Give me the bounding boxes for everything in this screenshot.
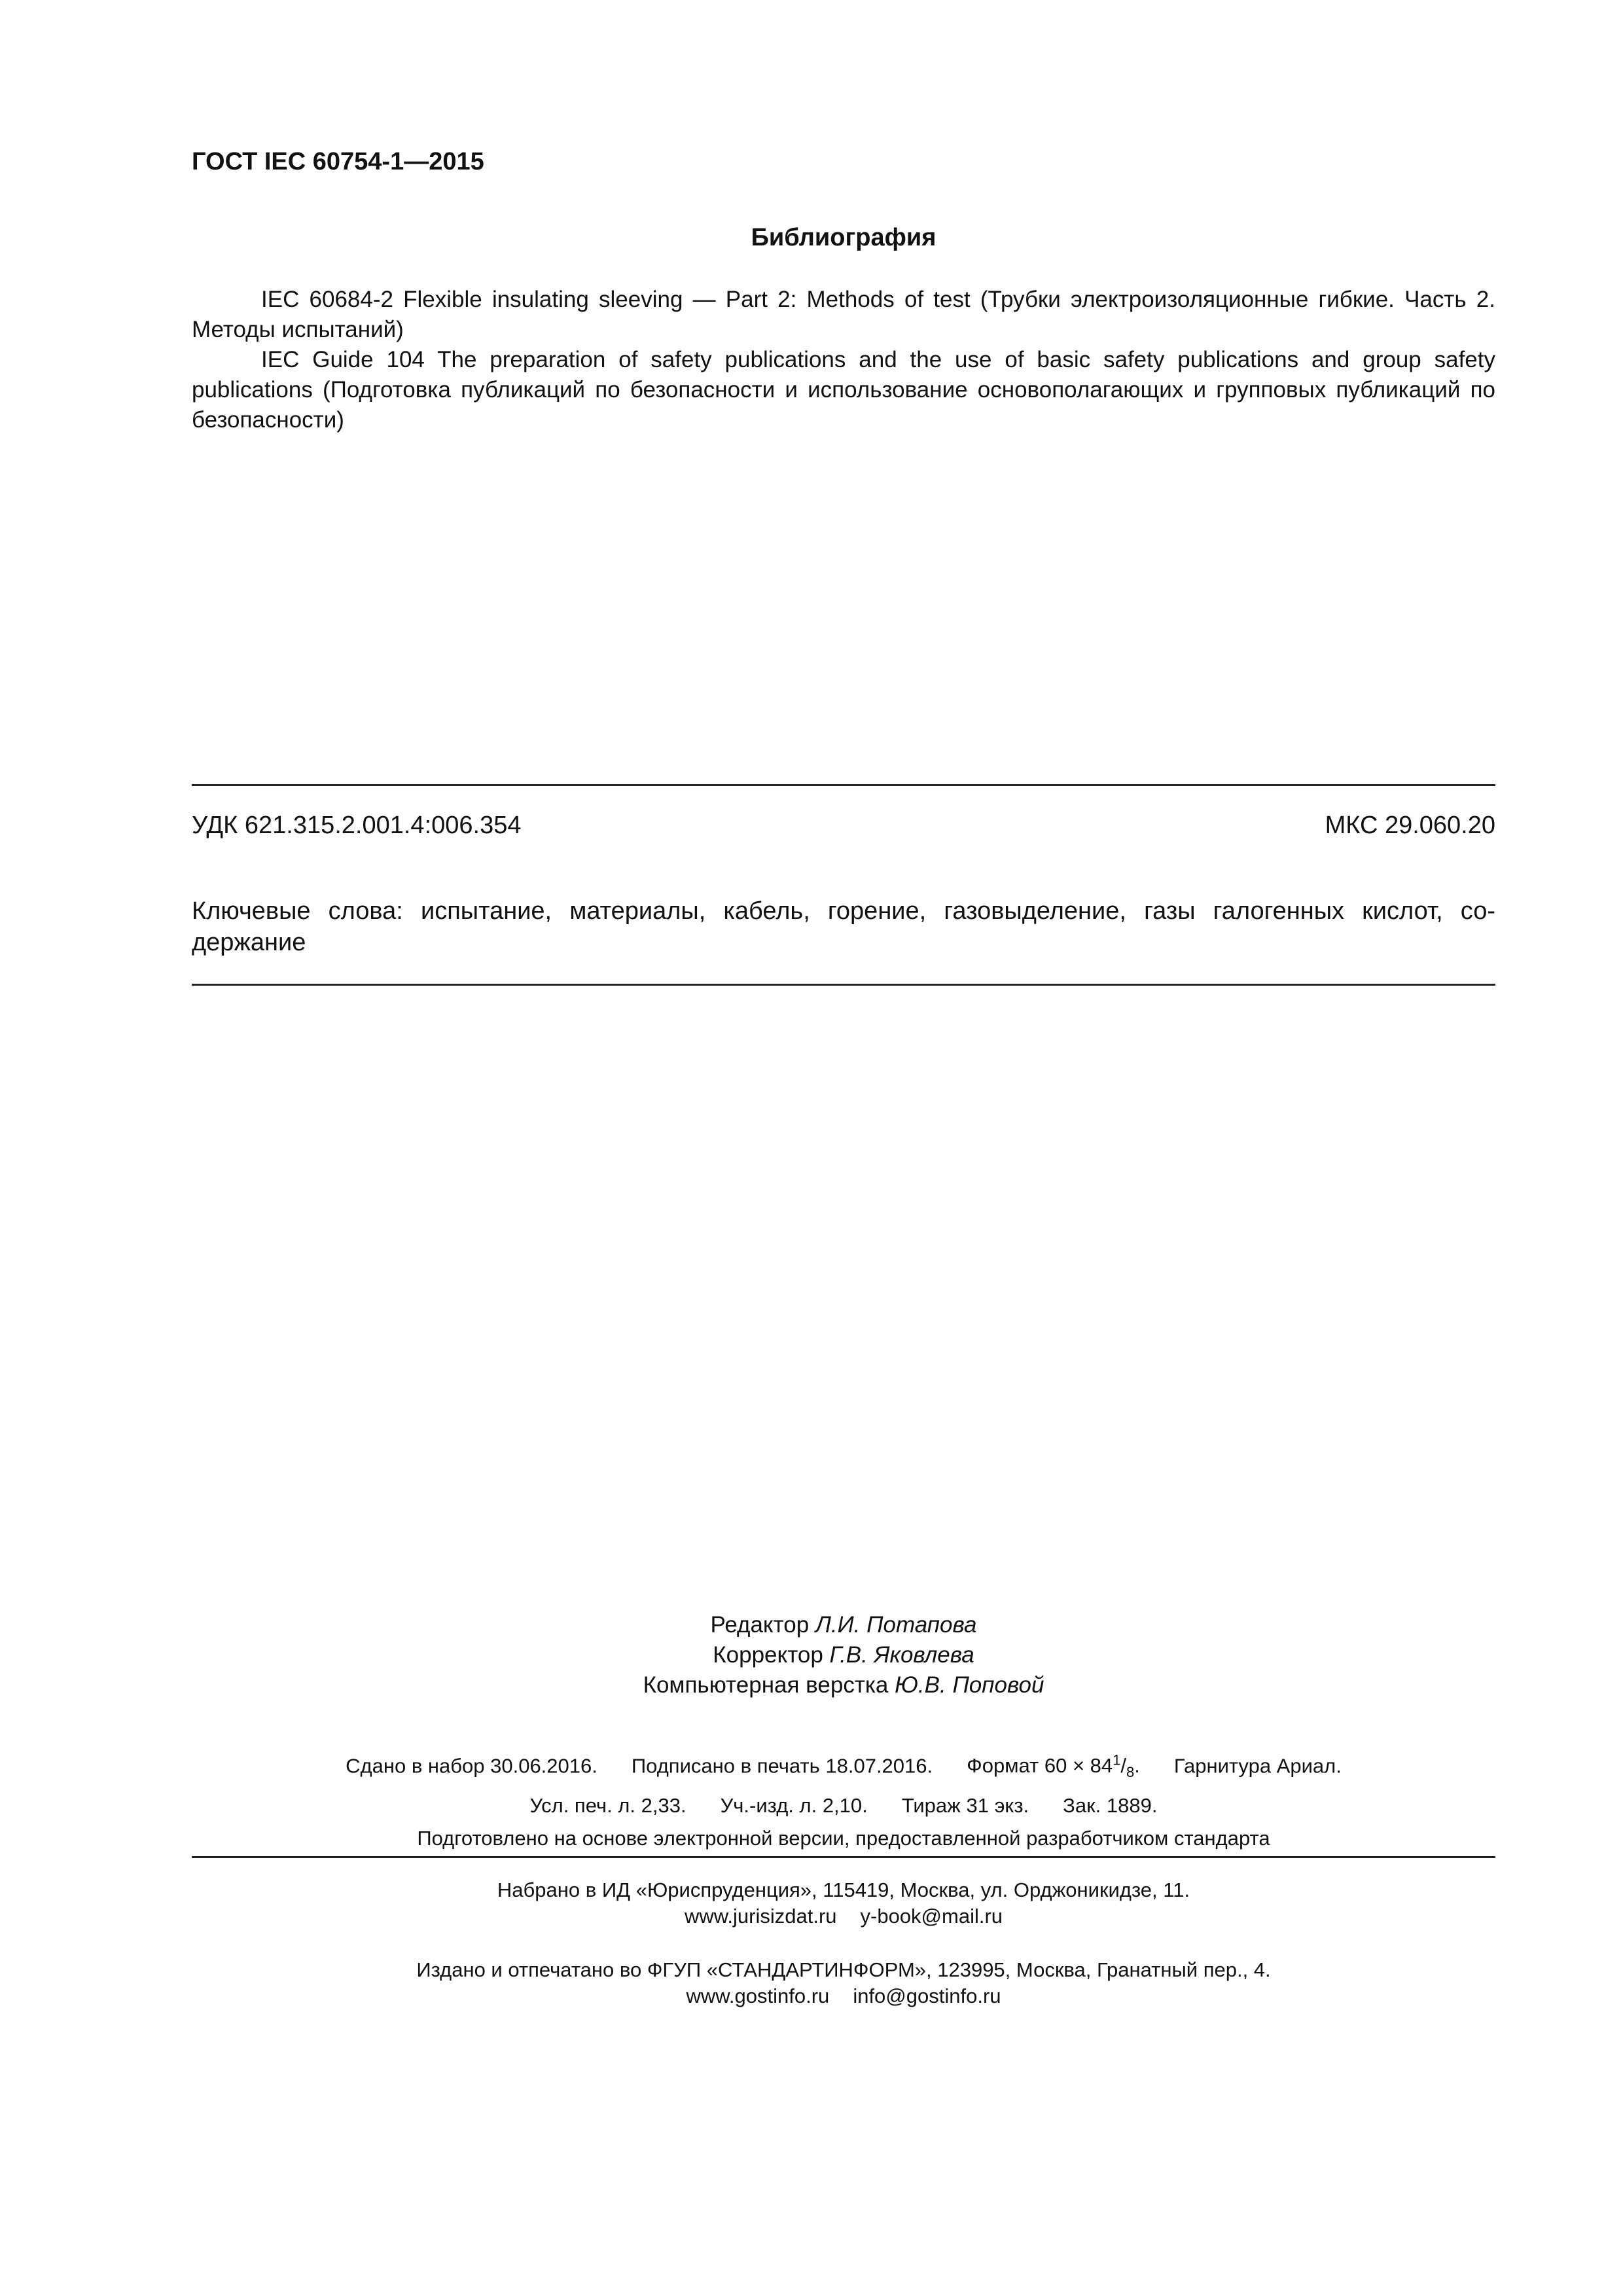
imprint-line-1 <box>192 1744 1495 1789</box>
layout-label: Компьютерная верстка <box>643 1672 889 1698</box>
typesetter-block <box>192 1877 1495 1929</box>
bibliography-item: IEC Guide 104 The preparation of safety publications and the use of basic safety publications and group safety publications (Подготовка публикаций по безопасности и использование основополагающих и групповых публикаций по безопасности) <box>192 347 1495 433</box>
imprint-line-2 <box>192 1789 1495 1822</box>
udk-code: УДК 621.315.2.001.4:006.354 <box>192 812 522 839</box>
corrector-label: Корректор <box>713 1642 823 1668</box>
corrector-name: Г.В. Яковлева <box>829 1642 974 1668</box>
paper-format: Формат $60 \times 84^1/_8$. <box>967 1752 1140 1781</box>
keywords: Ключевые слова: испытание, материалы, кабель, горение, газовыделение, газы галогенных кислот, со-держание <box>192 897 1495 956</box>
order-number: Зак. 1889. <box>1063 1793 1158 1817</box>
corrector-line <box>192 1640 1495 1670</box>
print-sheets: Усл. печ. л. 2,33. <box>529 1793 687 1817</box>
submitted-date: Сдано в набор 30.06.2016. <box>346 1754 597 1778</box>
layout-name: Ю.В. Поповой <box>895 1672 1044 1698</box>
editor-name: Л.И. Потапова <box>815 1612 977 1638</box>
mks-code: МКС 29.060.20 <box>1325 812 1495 839</box>
signed-date: Подписано в печать 18.07.2016. <box>631 1754 933 1778</box>
layout-line <box>192 1670 1495 1700</box>
typeface: Гарнитура Ариал. <box>1173 1754 1342 1778</box>
editor-label: Редактор <box>710 1612 810 1638</box>
imprint-block <box>192 1744 1495 1855</box>
divider-keywords <box>192 984 1495 986</box>
typesetter-line: Набрано в ИД «Юриспруденция», 115419, Москва, ул. Орджоникидзе, 11. <box>497 1878 1190 1901</box>
printer-website[interactable]: www.gostinfo.ru <box>686 1984 830 2007</box>
divider-imprint <box>192 1856 1495 1858</box>
editor-line <box>192 1610 1495 1640</box>
printer-block <box>192 1957 1495 2009</box>
typesetter-website[interactable]: www.jurisizdat.ru <box>684 1905 837 1928</box>
typesetter-email[interactable]: y-book@mail.ru <box>860 1905 1003 1928</box>
printer-line: Издано и отпечатано во ФГУП «СТАНДАРТИНФОРМ», 123995, Москва, Гранатный пер., 4. <box>416 1958 1271 1981</box>
divider-top <box>192 784 1495 786</box>
typesetter-contacts <box>192 1903 1495 1929</box>
standard-number-header: ГОСТ IEC 60754-1—2015 <box>192 148 484 175</box>
circulation: Тираж 31 экз. <box>901 1793 1029 1817</box>
bibliography-title: Библиография <box>751 224 936 251</box>
credits-block <box>192 1610 1495 1700</box>
printer-contacts <box>192 1983 1495 2009</box>
publication-sheets: Уч.-изд. л. 2,10. <box>720 1793 868 1817</box>
printer-email[interactable]: info@gostinfo.ru <box>853 1984 1001 2007</box>
bibliography-item: IEC 60684-2 Flexible insulating sleeving — Part 2: Methods of test (Трубки электроизоляционные гибкие. Часть 2. Методы испытаний) <box>192 287 1495 342</box>
bibliography-list <box>192 285 1495 435</box>
prepared-note: Подготовлено на основе электронной версии, предоставленной разработчиком стандарта <box>417 1826 1270 1850</box>
